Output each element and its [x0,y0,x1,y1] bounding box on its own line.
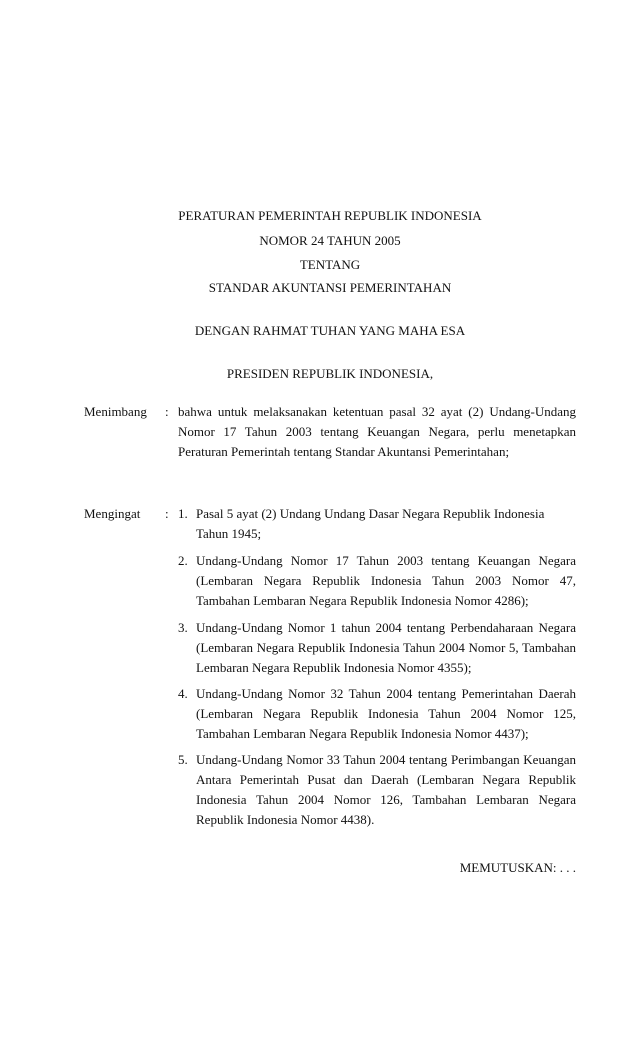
list-item: Pasal 5 ayat (2) Undang Undang Dasar Negara Republik Indonesia Tahun 1945; [196,506,545,541]
menimbang-label: Menimbang [84,404,147,419]
menimbang-text: bahwa untuk melaksanakan ketentuan pasal 32 ayat (2) Undang-Undang Nomor 17 Tahun 2003 tentang Keuangan Negara, perlu menetapkan Peraturan Pemerintah tentang Standar Akuntansi Pemerintahan; [178,404,576,459]
list-item-number: 4. [178,686,188,701]
menimbang-colon: : [165,404,169,419]
list-item-number: 5. [178,752,188,767]
list-item: Undang-Undang Nomor 1 tahun 2004 tentang Perbendaharaan Negara (Lembaran Negara Republik Indonesia Tahun 2004 Nomor 5, Tambahan Lembaran Negara Republik Indonesia Nomor 4355); [196,620,576,675]
list-item: Undang-Undang Nomor 33 Tahun 2004 tentang Perimbangan Keuangan Antara Pemerintah Pusat dan Daerah (Lembaran Negara Republik Indonesia Tahun 2004 Nomor 126, Tambahan Lembaran Negara Republik Indonesia Nomor 4438). [196,752,576,827]
blessing-line: DENGAN RAHMAT TUHAN YANG MAHA ESA [194,323,466,338]
closing-memutuskan: MEMUTUSKAN: . . . [459,860,576,875]
list-item-number: 1. [178,506,188,521]
regulation-title: PERATURAN PEMERINTAH REPUBLIK INDONESIA [178,208,482,223]
mengingat-colon: : [165,506,169,521]
list-item-number: 3. [178,620,188,635]
regulation-subject: STANDAR AKUNTANSI PEMERINTAHAN [208,280,452,295]
list-item-number: 2. [178,553,188,568]
list-item: Undang-Undang Nomor 17 Tahun 2003 tentang Keuangan Negara (Lembaran Negara Republik Indonesia Tahun 2003 Nomor 47, Tambahan Lembaran Negara Republik Indonesia Nomor 4286); [196,553,576,608]
regulation-about: TENTANG [299,257,361,272]
president-line: PRESIDEN REPUBLIK INDONESIA, [226,366,434,381]
mengingat-label: Mengingat [84,506,141,521]
list-item: Undang-Undang Nomor 32 Tahun 2004 tentang Pemerintahan Daerah (Lembaran Negara Republik Indonesia Tahun 2004 Nomor 125, Tambahan Lembaran Negara Republik Indonesia Nomor 4437); [196,686,576,741]
regulation-number: NOMOR 24 TAHUN 2005 [259,233,401,248]
